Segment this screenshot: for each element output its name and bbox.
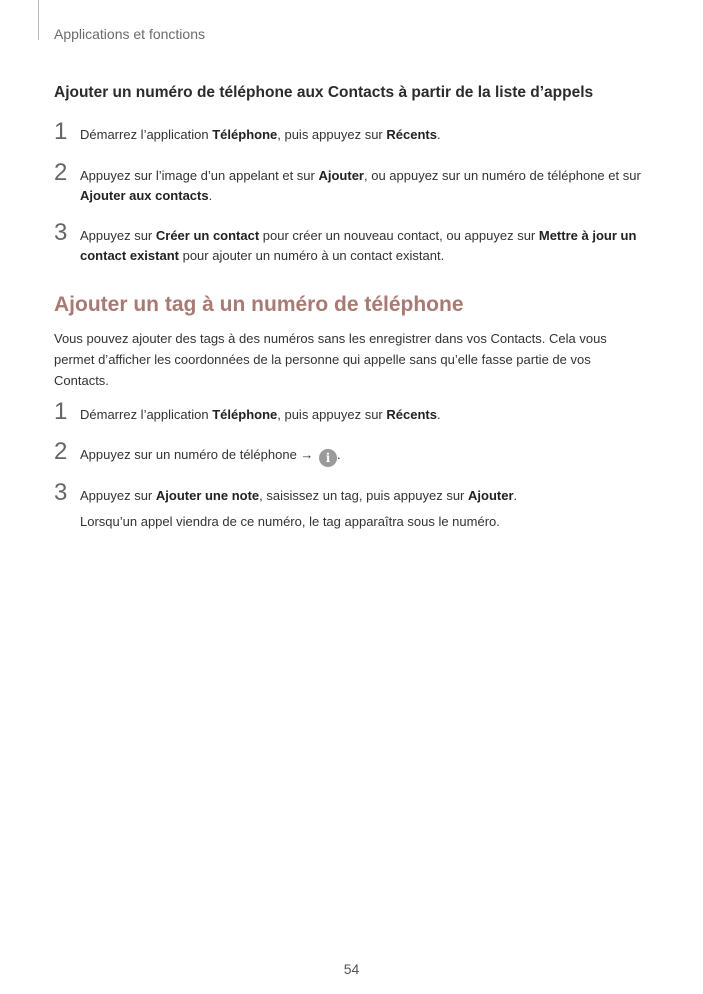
step-text: Appuyez sur Ajouter une note, saisissez un tag, puis appuyez sur Ajouter. — [80, 488, 518, 503]
chapter-title: Applications et fonctions — [54, 26, 205, 42]
step-number: 1 — [54, 118, 68, 145]
step-number: 2 — [54, 159, 68, 186]
step-number: 1 — [54, 398, 68, 425]
step-note: Lorsqu’un appel viendra de ce numéro, le tag apparaîtra sous le numéro. — [80, 514, 500, 529]
step-text: Démarrez l’application Téléphone, puis appuyez sur Récents. — [80, 127, 441, 142]
step-1 — [54, 398, 654, 425]
step-text: Appuyez sur l’image d’un appelant et sur Ajouter, ou appuyez sur un numéro de téléphone et sur Ajouter aux contacts. — [80, 168, 641, 203]
step-1 — [54, 118, 654, 145]
step-text: Appuyez sur un numéro de téléphone → i . — [80, 447, 341, 465]
step-3 — [54, 479, 654, 532]
step-text: Démarrez l’application Téléphone, puis appuyez sur Récents. — [80, 407, 441, 422]
section-intro: Vous pouvez ajouter des tags à des numéros sans les enregistrer dans vos Contacts. Cela vous permet d’afficher les coordonnées de la personne qui appelle sans qu’elle fasse partie de vos Contacts. — [54, 331, 607, 388]
info-icon: i — [319, 449, 337, 467]
step-text: Appuyez sur Créer un contact pour créer un nouveau contact, ou appuyez sur Mettre à jour un contact existant pour ajouter un numéro à un contact existant. — [80, 228, 637, 263]
section-title-add-tag: Ajouter un tag à un numéro de téléphone — [54, 293, 464, 316]
page-number: 54 — [343, 961, 360, 977]
section-title-add-number: Ajouter un numéro de téléphone aux Contacts à partir de la liste d’appels — [54, 84, 594, 101]
step-3 — [54, 219, 654, 266]
step-2 — [54, 438, 654, 467]
step-2 — [54, 159, 654, 206]
step-number: 2 — [54, 438, 68, 465]
step-number: 3 — [54, 219, 68, 246]
header-rule — [38, 0, 39, 40]
step-number: 3 — [54, 479, 68, 506]
